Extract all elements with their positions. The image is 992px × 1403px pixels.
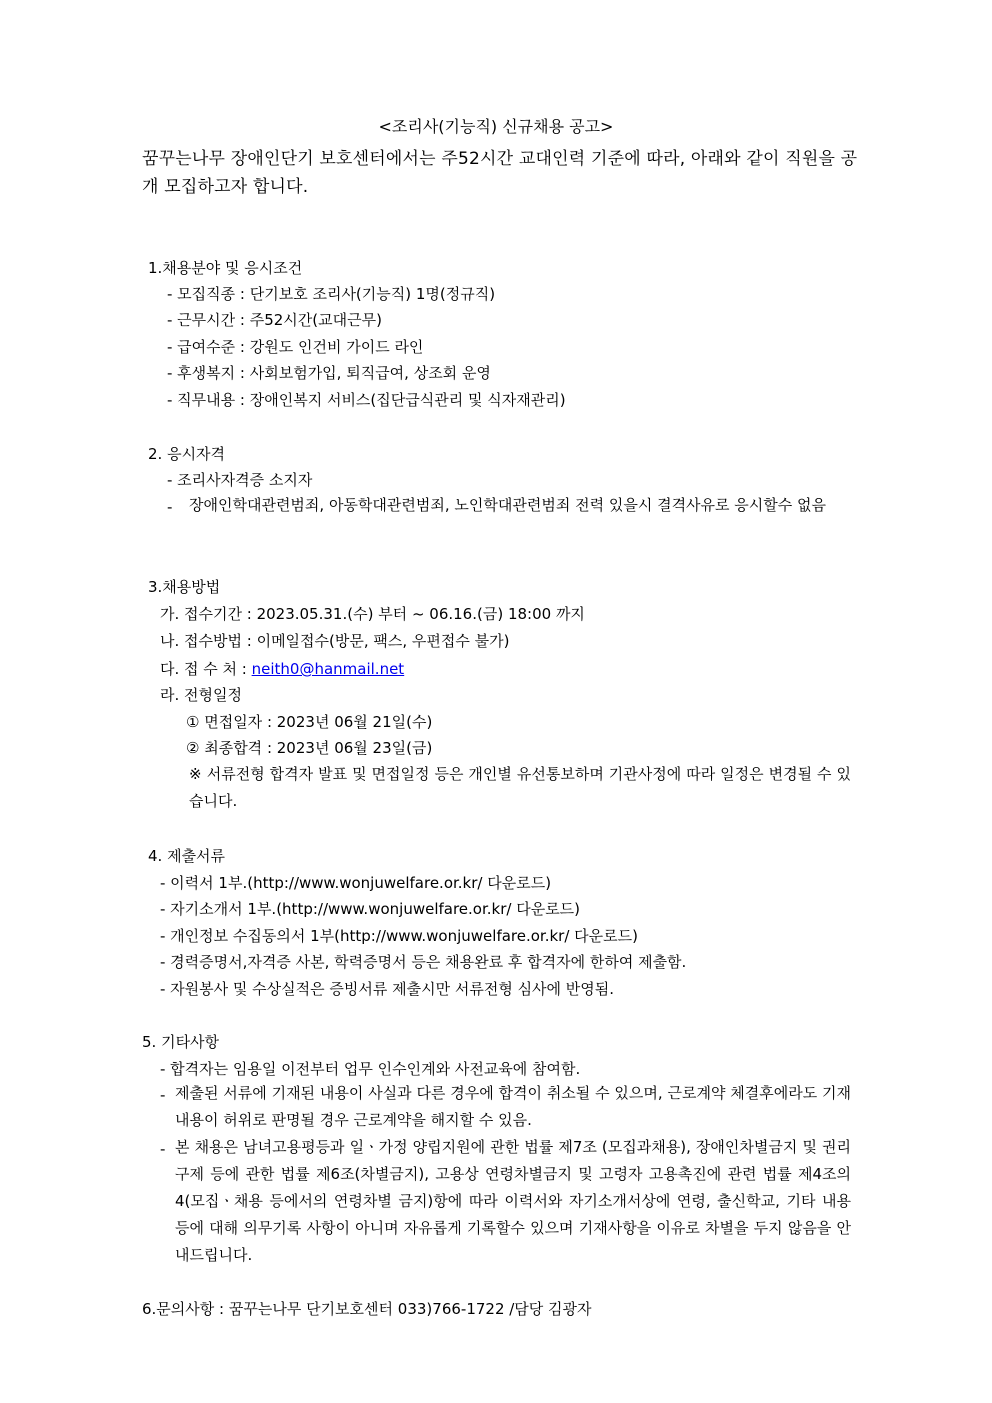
- list-item: - 자원봉사 및 수상실적은 증빙서류 제출시만 서류전형 심사에 반영됨.: [160, 980, 615, 998]
- destination-label: 다. 접 수 처 :: [160, 660, 252, 678]
- list-item-dash: -: [160, 1086, 166, 1104]
- list-item: - 근무시간 : 주52시간(교대근무): [167, 311, 382, 329]
- section-4-heading: 4. 제출서류: [148, 847, 226, 865]
- application-method: 나. 접수방법 : 이메일접수(방문, 팩스, 우편접수 불가): [160, 632, 510, 650]
- application-destination: [160, 658, 404, 680]
- list-item: - 조리사자격증 소지자: [167, 471, 313, 489]
- page-title: <조리사(기능직) 신규채용 공고>: [378, 117, 614, 136]
- list-item: - 자기소개서 1부.(http://www.wonjuwelfare.or.kr/ 다운로드): [160, 900, 581, 918]
- schedule-heading: 라. 전형일정: [160, 686, 242, 704]
- list-item: 제출된 서류에 기재된 내용이 사실과 다른 경우에 합격이 취소될 수 있으며, 근로계약 체결후에라도 기재내용이 허위로 판명될 경우 근로계약을 해지할 수 있음.: [175, 1084, 851, 1129]
- section-3-heading: 3.채용방법: [148, 578, 221, 596]
- section-5-heading: 5. 기타사항: [142, 1033, 220, 1051]
- list-item: - 모집직종 : 단기보호 조리사(기능직) 1명(정규직): [167, 285, 496, 303]
- contact-line: 6.문의사항 : 꿈꾸는나무 단기보호센터 033)766-1722 /담당 김광자: [142, 1300, 592, 1318]
- list-item: - 개인정보 수집동의서 1부(http://www.wonjuwelfare.or.kr/ 다운로드): [160, 927, 638, 945]
- intro-paragraph: 꿈꾸는나무 장애인단기 보호센터에서는 주52시간 교대인력 기준에 따라, 아래와 같이 직원을 공개 모집하고자 합니다.: [142, 149, 858, 197]
- schedule-note: ※ 서류전형 합격자 발표 및 면접일정 등은 개인별 유선통보하며 기관사정에 따라 일정은 변경될 수 있습니다.: [189, 765, 851, 810]
- email-link[interactable]: neith0@hanmail.net: [251, 660, 405, 678]
- list-item: 장애인학대관련범죄, 아동학대관련범죄, 노인학대관련범죄 전력 있을시 결격사유로 응시할수 없음: [189, 496, 827, 514]
- application-period: 가. 접수기간 : 2023.05.31.(수) 부터 ~ 06.16.(금) 18:00 까지: [160, 605, 585, 623]
- list-item: - 직무내용 : 장애인복지 서비스(집단급식관리 및 식자재관리): [167, 391, 566, 409]
- final-pass-date: ② 최종합격 : 2023년 06월 23일(금): [186, 739, 433, 757]
- list-item: - 후생복지 : 사회보험가입, 퇴직급여, 상조회 운영: [167, 364, 491, 382]
- list-item: - 급여수준 : 강원도 인건비 가이드 라인: [167, 338, 424, 356]
- list-item: - 경력증명서,자격증 사본, 학력증명서 등은 채용완료 후 합격자에 한하여 제출함.: [160, 953, 687, 971]
- list-item: - 합격자는 임용일 이전부터 업무 인수인계와 사전교육에 참여함.: [160, 1060, 581, 1078]
- list-item: - 이력서 1부.(http://www.wonjuwelfare.or.kr/ 다운로드): [160, 874, 552, 892]
- interview-date: ① 면접일자 : 2023년 06월 21일(수): [186, 713, 433, 731]
- section-1-heading: 1.채용분야 및 응시조건: [148, 259, 303, 277]
- list-item: 본 채용은 남녀고용평등과 일ㆍ가정 양립지원에 관한 법률 제7조 (모집과채용), 장애인차별금지 및 권리구제 등에 관한 법률 제6조(차별금지), 고용상 연령차별금지 및 고령자 고용촉진에 관련 법률 제4조의4(모집ㆍ채용 등에서의 연령차별 금지)항에 따라 이력서와 자기소개서상에 연령, 출신학교, 기타 내용 등에 대해 의무기록 사항이 아니며 자유롭게 기록할수 있으며 기재사항을 이유로 차별을 두지 않음을 안내드립니다.: [175, 1138, 851, 1264]
- list-item-dash: -: [167, 498, 173, 516]
- list-item-dash: -: [160, 1140, 166, 1158]
- section-2-heading: 2. 응시자격: [148, 445, 226, 463]
